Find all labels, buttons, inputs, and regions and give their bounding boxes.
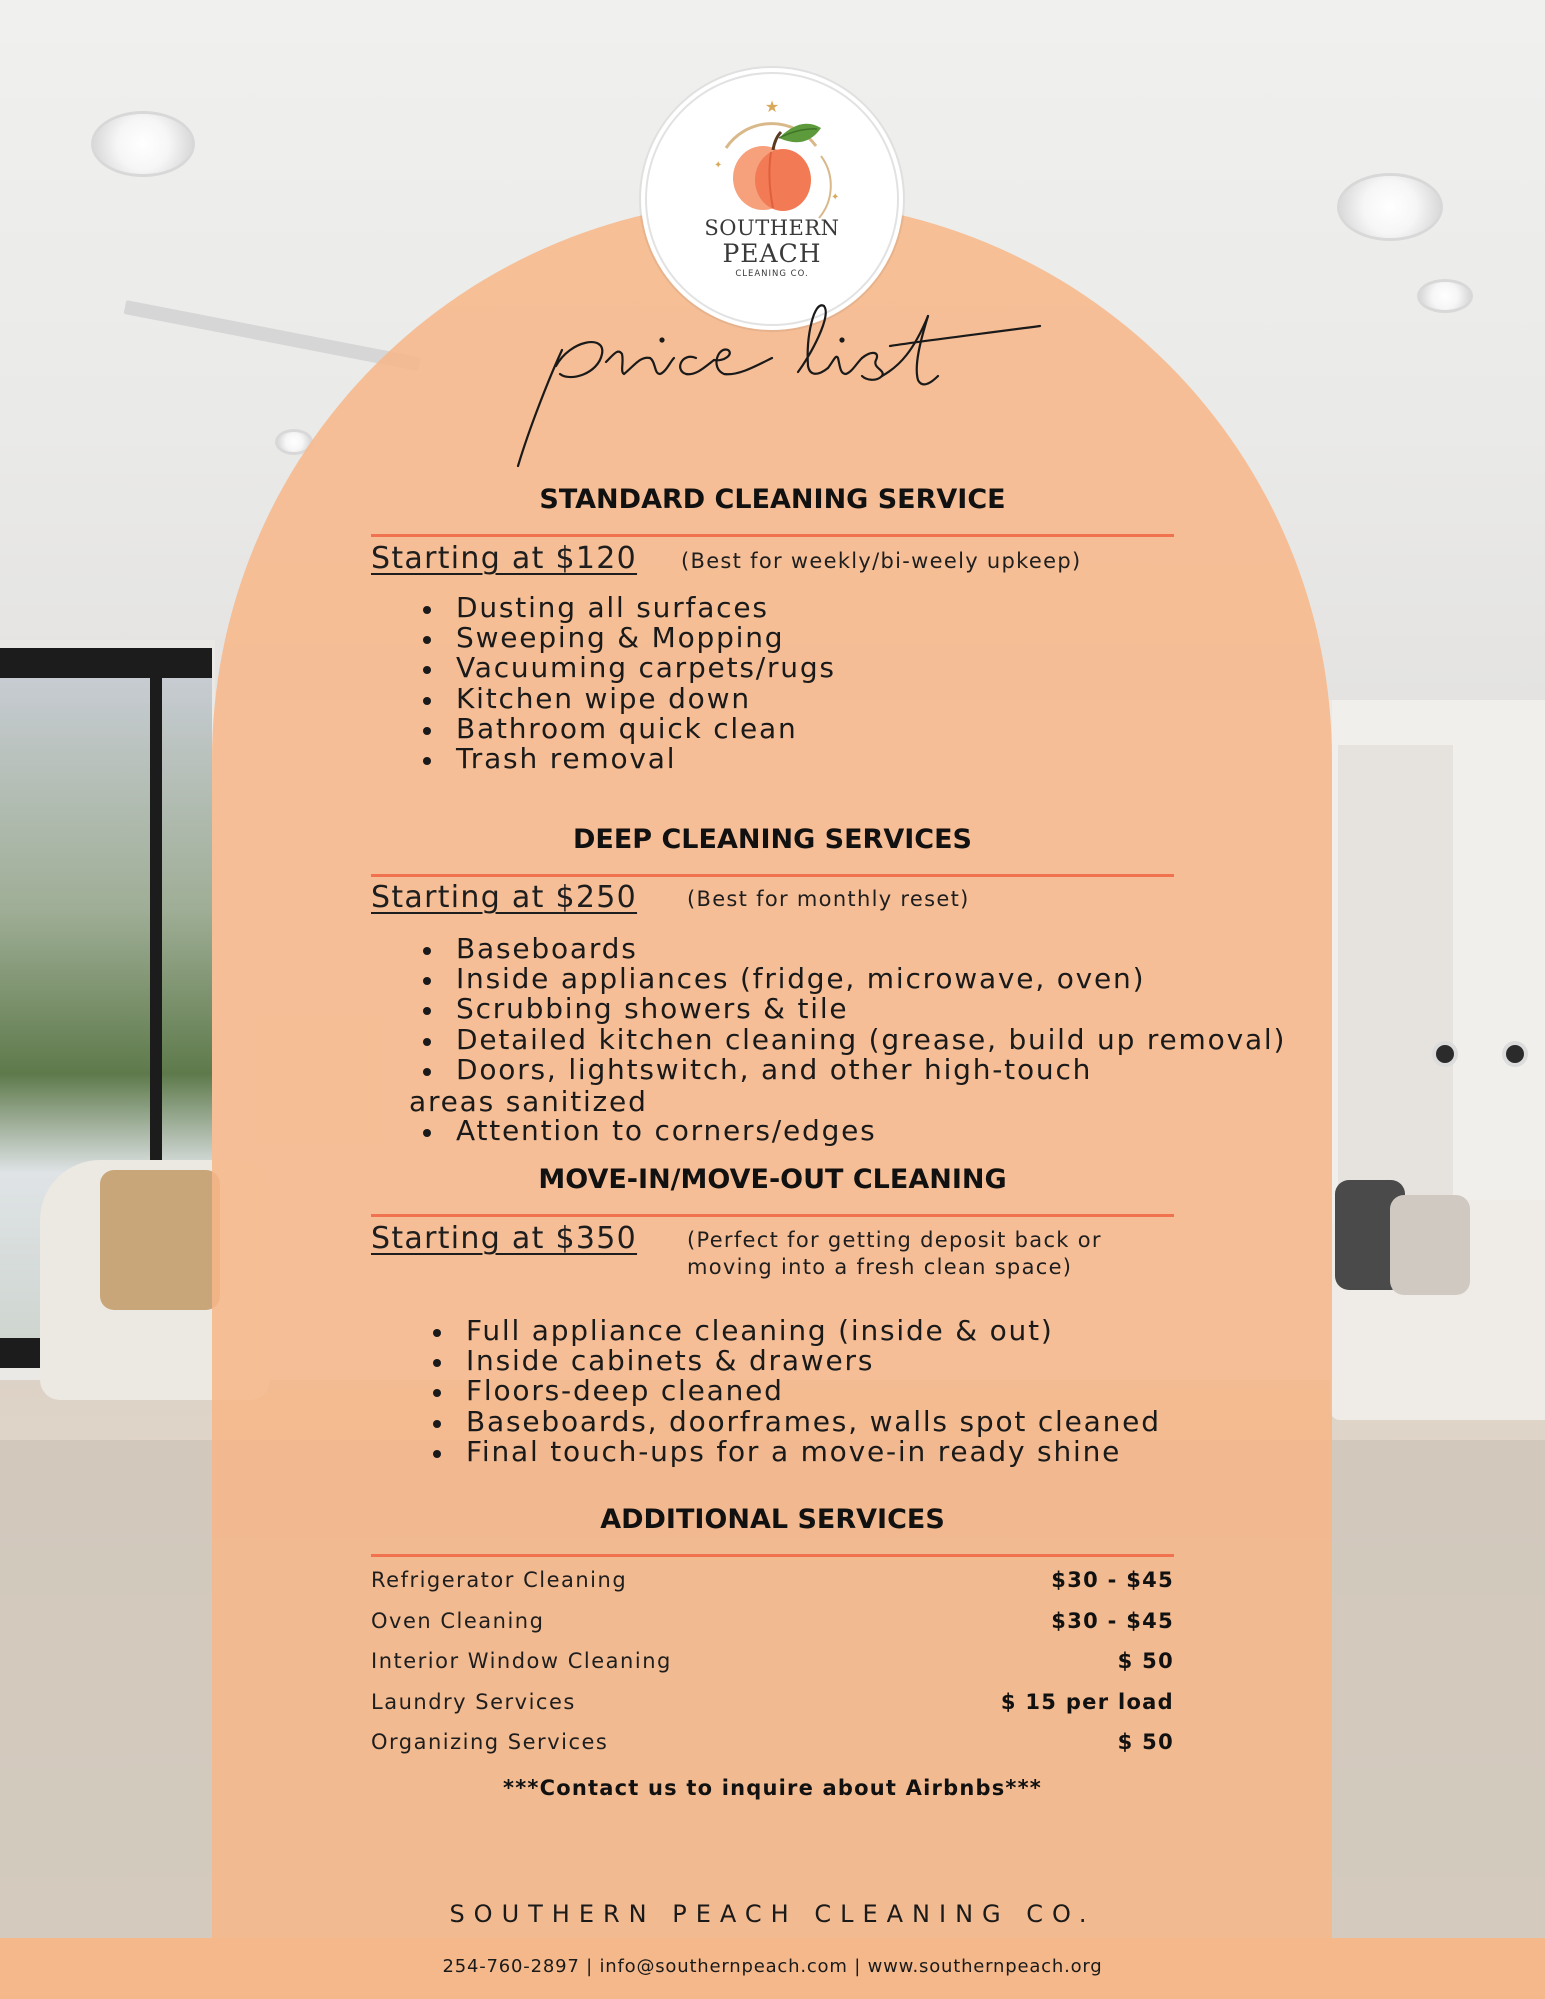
service-price: $30 - $45	[1051, 1608, 1174, 1633]
bullet-icon	[423, 636, 431, 644]
bullet-icon	[433, 1329, 441, 1337]
bullet-icon	[423, 947, 431, 955]
bullet-icon	[423, 606, 431, 614]
list-item: Trash removal	[420, 744, 836, 774]
list-item: Detailed kitchen cleaning (grease, build up removal)	[420, 1025, 1286, 1055]
deep-cleaning-heading: DEEP CLEANING SERVICES	[573, 824, 972, 855]
list-item: Kitchen wipe down	[420, 684, 836, 714]
move-items-list	[430, 1316, 1161, 1467]
deep-price: Starting at $250	[371, 880, 638, 915]
list-item: Baseboards	[420, 934, 1286, 964]
peach-icon	[641, 68, 903, 330]
logo-text-cleaning-co: CLEANING CO.	[735, 269, 809, 279]
list-item: Final touch-ups for a move-in ready shine	[430, 1437, 1161, 1467]
service-price: $ 50	[1117, 1649, 1174, 1673]
list-item: Vacuuming carpets/rugs	[420, 653, 836, 683]
section-divider	[371, 1554, 1174, 1557]
list-item: Full appliance cleaning (inside & out)	[430, 1316, 1161, 1346]
move-price: Starting at $350	[371, 1221, 638, 1256]
airbnb-contact-note: ***Contact us to inquire about Airbnbs***	[503, 1776, 1042, 1800]
section-divider	[371, 874, 1174, 877]
pillow	[100, 1170, 220, 1310]
standard-items-list	[420, 593, 836, 774]
list-item: Inside appliances (fridge, microwave, oven)	[420, 964, 1286, 994]
table-row	[371, 1690, 1174, 1731]
ceiling-light	[1340, 176, 1440, 238]
list-item: Inside cabinets & drawers	[430, 1346, 1161, 1376]
bullet-icon	[423, 1007, 431, 1015]
list-item: Dusting all surfaces	[420, 593, 836, 623]
standard-cleaning-heading: STANDARD CLEANING SERVICE	[539, 484, 1006, 515]
list-item-continuation: areas sanitized	[409, 1085, 648, 1118]
standard-price: Starting at $120	[371, 541, 638, 576]
bullet-icon	[433, 1450, 441, 1458]
service-price: $ 50	[1117, 1730, 1174, 1754]
bullet-icon	[423, 727, 431, 735]
service-price: $30 - $45	[1051, 1568, 1174, 1592]
ceiling-light	[94, 114, 192, 174]
list-item: Floors-deep cleaned	[430, 1376, 1161, 1406]
list-item: Sweeping & Mopping	[420, 623, 836, 653]
table-row	[371, 1730, 1174, 1771]
bullet-icon	[423, 1129, 431, 1137]
ceiling-light	[1420, 282, 1470, 310]
deep-note: (Best for monthly reset)	[687, 887, 970, 911]
bullet-icon	[423, 1038, 431, 1046]
bullet-icon	[423, 977, 431, 985]
svg-text:✦: ✦	[714, 160, 723, 171]
service-name: Organizing Services	[371, 1730, 609, 1754]
deep-items-list-continued	[420, 1116, 877, 1146]
contact-info: 254-760-2897 | info@southernpeach.com | www.southernpeach.org	[442, 1956, 1103, 1977]
service-price: $ 15 per load	[1000, 1689, 1174, 1714]
standard-note: (Best for weekly/bi-weely upkeep)	[681, 549, 1082, 573]
svg-text:★: ★	[764, 97, 780, 116]
additional-services-table	[371, 1568, 1174, 1771]
bullet-icon	[423, 1068, 431, 1076]
price-list-script-title	[510, 296, 1050, 476]
additional-services-heading: ADDITIONAL SERVICES	[600, 1504, 945, 1535]
section-divider	[371, 534, 1174, 537]
bullet-icon	[433, 1359, 441, 1367]
service-name: Refrigerator Cleaning	[371, 1568, 628, 1592]
bullet-icon	[423, 666, 431, 674]
move-cleaning-heading: MOVE-IN/MOVE-OUT CLEANING	[538, 1164, 1007, 1195]
service-name: Interior Window Cleaning	[371, 1649, 672, 1673]
list-item: Baseboards, doorframes, walls spot cleaned	[430, 1407, 1161, 1437]
list-item: Scrubbing showers & tile	[420, 994, 1286, 1024]
svg-text:✦: ✦	[831, 192, 840, 203]
logo-text-southern: SOUTHERN	[704, 216, 840, 240]
table-row	[371, 1649, 1174, 1690]
company-logo	[641, 68, 903, 330]
section-divider	[371, 1214, 1174, 1217]
move-note-line-2: moving into a fresh clean space)	[687, 1255, 1073, 1279]
wall-outlet	[1436, 1045, 1454, 1063]
wall-outlet	[1506, 1045, 1524, 1063]
bullet-icon	[433, 1420, 441, 1428]
move-note-line-1: (Perfect for getting deposit back or	[687, 1228, 1102, 1252]
table-row	[371, 1568, 1174, 1609]
list-item: Attention to corners/edges	[420, 1116, 877, 1146]
bullet-icon	[423, 697, 431, 705]
list-item: Doors, lightswitch, and other high-touch	[420, 1055, 1286, 1085]
table-row	[371, 1609, 1174, 1650]
deep-items-list	[420, 934, 1286, 1085]
company-name: SOUTHERN PEACH CLEANING CO.	[449, 1900, 1096, 1928]
service-name: Oven Cleaning	[371, 1608, 545, 1633]
service-name: Laundry Services	[371, 1689, 576, 1714]
bullet-icon	[423, 757, 431, 765]
pillow	[1390, 1195, 1470, 1295]
bullet-icon	[433, 1389, 441, 1397]
list-item: Bathroom quick clean	[420, 714, 836, 744]
logo-text-peach: PEACH	[722, 239, 822, 268]
